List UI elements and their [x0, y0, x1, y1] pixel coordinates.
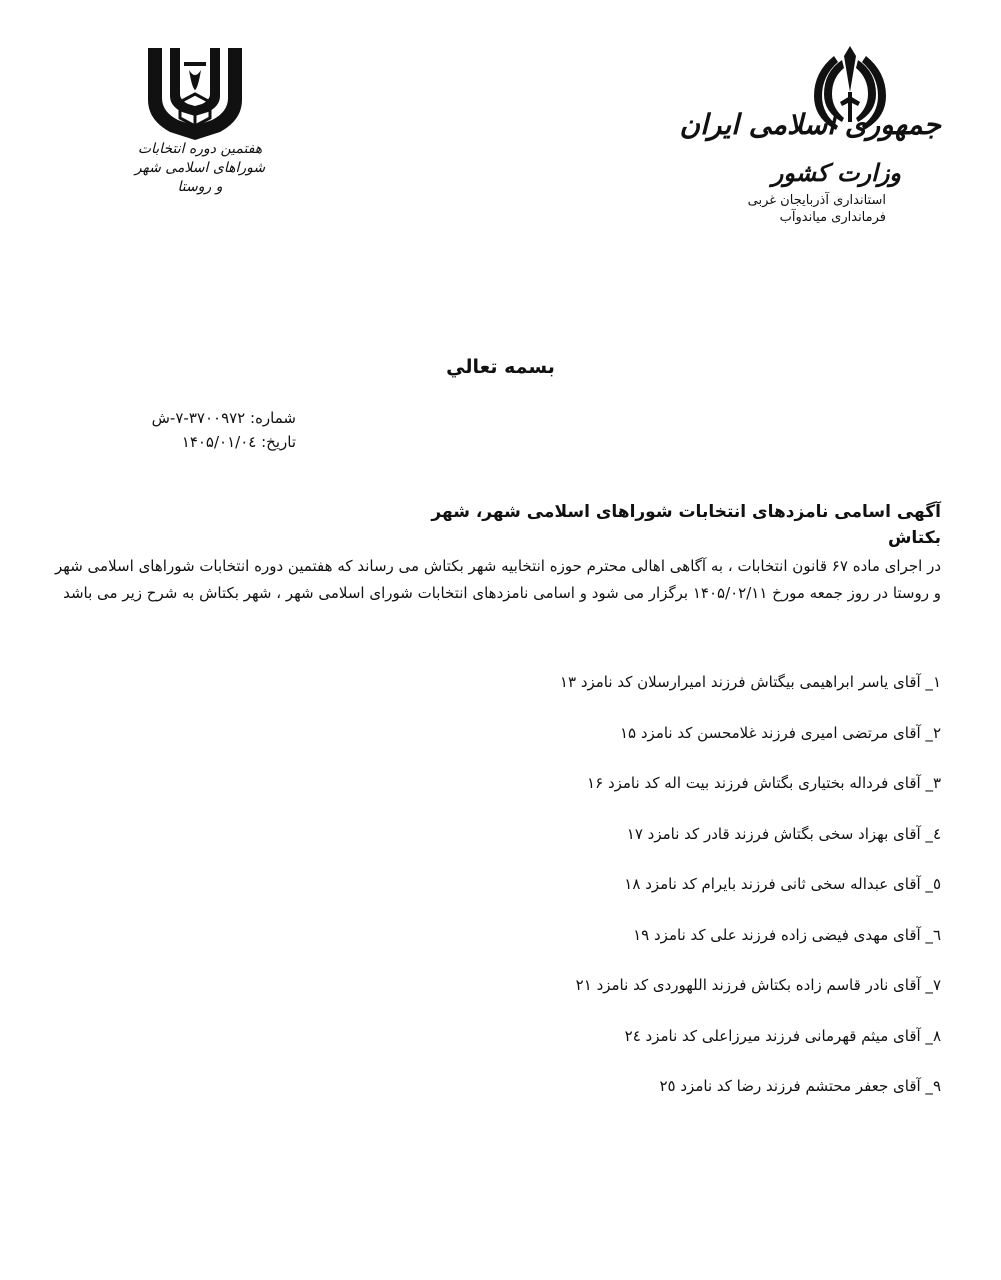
left-emblem-caption-line2: شوراهای اسلامی شهر و روستا [134, 160, 266, 195]
document-meta [152, 406, 296, 454]
candidate-item: ۲_ آقای مرتضی امیری فرزند غلامحسن کد نامزد ۱۵ [619, 723, 941, 742]
candidate-item: ۸_ آقای میثم قهرمانی فرزند میرزاعلی کد نامزد ۲٤ [624, 1026, 941, 1045]
issuer-country-title: جمهوری اسلامی ایران [679, 108, 941, 141]
candidate-item: ۱_ آقای یاسر ابراهیمی بیگتاش فرزند امیرارسلان کد نامزد ۱۳ [559, 673, 941, 691]
issuer-offices [748, 192, 886, 226]
issuer-ministry-title: وزارت کشور [771, 158, 901, 187]
candidate-item: ٥_ آقای عبداله سخی ثانی فرزند بایرام کد نامزد ۱۸ [624, 875, 941, 893]
left-emblem-caption-line1: هفتمین دوره انتخابات [137, 141, 263, 157]
candidate-list [381, 668, 941, 1123]
issuer-office-county: فرمانداری میاندوآب [779, 210, 886, 225]
candidate-item: ۹_ آقای جعفر محتشم فرزند رضا کد نامزد ۲٥ [659, 1077, 941, 1095]
announcement-headline: آگهی اسامی نامزدهای انتخابات شوراهای اسلامی شهر، شهر بکتاش [431, 502, 941, 548]
candidate-item: ٦_ آقای مهدی فیضی زاده فرزند علی کد نامزد ۱۹ [633, 925, 941, 944]
left-emblem-caption [130, 140, 270, 197]
document-date: تاریخ: ۱۴۰۵/۰۱/۰٤ [181, 433, 296, 451]
announcement-body-paragraph: در اجرای ماده ۶۷ قانون انتخابات ، به آگاهی اهالی محترم حوزه انتخابیه شهر بکتاش می رساند که هفتمین دوره انتخابات شوراهای اسلامی شهر و روستا در روز جمعه مورخ ۱۴۰۵/۰۲/۱۱ برگزار می شود و اسامی نامزدهای انتخابات شورای اسلامی شهر ، شهر بکتاش به شرح زیر می باشد [55, 557, 941, 602]
candidate-item: ٤_ آقای بهزاد سخی بگتاش فرزند قادر کد نامزد ۱۷ [626, 824, 941, 843]
announcement-body [55, 553, 941, 607]
basmala-heading: بسمه تعالي [446, 356, 555, 378]
document-number: شماره: ۳۷۰۰۹۷۲-۷-ش [151, 409, 296, 427]
issuer-office-province: استانداری آذربایجان غربی [747, 193, 886, 208]
candidate-item: ۳_ آقای فرداله بختیاری بگتاش فرزند بیت اله کد نامزد ۱۶ [587, 774, 941, 792]
candidate-item: ۷_ آقای نادر قاسم زاده بکتاش فرزند اللهوردی کد نامزد ۲۱ [575, 976, 941, 994]
